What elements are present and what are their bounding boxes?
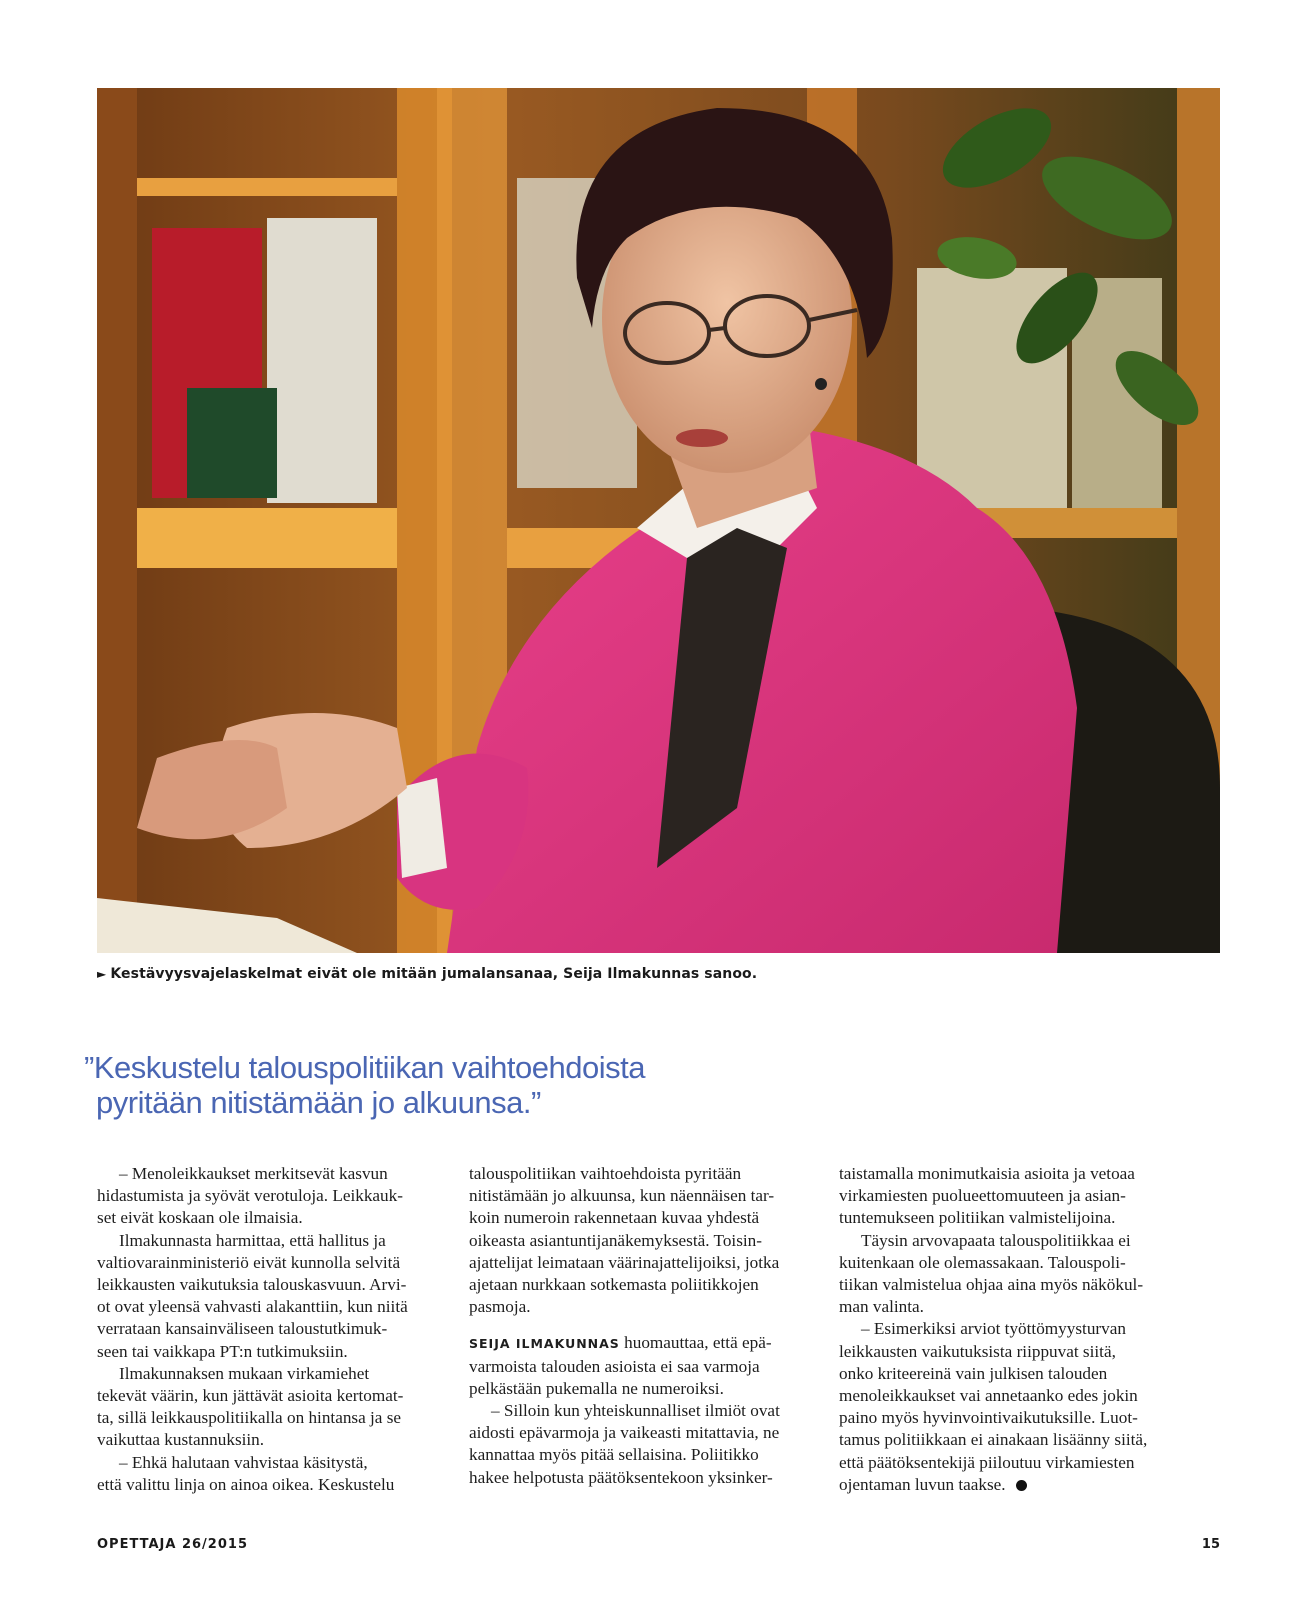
text-line: paino myös hyvinvointivaikutuksille. Luot-: [839, 1408, 1138, 1428]
text-line: tamus politiikkaan ei ainakaan lisäänny siitä,: [839, 1430, 1148, 1450]
pull-quote: [84, 1050, 884, 1120]
portrait-illustration: [97, 88, 1220, 953]
text-line: pelkästään pukemalla ne numeroiksi.: [469, 1378, 724, 1398]
text-line: Ilmakunnaksen mukaan virkamiehet: [119, 1363, 370, 1383]
last-text-line: [839, 1474, 1184, 1496]
byline-name: SEIJA ILMAKUNNAS: [469, 1336, 620, 1352]
caption-text: Kestävyysvajelaskelmat eivät ole mitään jumalansanaa, Seija Ilmakunnas sanoo.: [110, 966, 758, 982]
text-line: taistamalla monimutkaisia asioita ja vetoaa: [839, 1164, 1135, 1183]
text-line: tekevät väärin, kun jättävät asioita kertomat-: [97, 1386, 404, 1406]
text-line: Täysin arvovapaata talouspolitiikkaa ei: [861, 1230, 1131, 1250]
text-line: pasmoja.: [469, 1297, 531, 1317]
text-line: vaikuttaa kustannuksiin.: [97, 1430, 265, 1450]
text-line: seen tai vaikkapa PT:n tutkimuksiin.: [97, 1341, 348, 1361]
text-line: ajattelijat leimataan väärinajattelijoiksi, jotka: [469, 1252, 780, 1272]
magazine-issue: OPETTAJA 26/2015: [97, 1537, 248, 1552]
text-line: valtiovarainministeriö eivät kunnolla selvitä: [97, 1252, 401, 1272]
text-line: oikeasta asiantuntijanäkemyksestä. Toisin-: [469, 1230, 762, 1250]
text-line: ajetaan nurkkaan sotkemasta poliitikkojen: [469, 1275, 759, 1295]
text-line: leikkausten vaikutuksista riippuvat siitä,: [839, 1341, 1116, 1361]
page-number: 15: [1201, 1537, 1220, 1552]
photo-caption: [97, 966, 1220, 982]
column-2: [469, 1163, 814, 1489]
byline-text: huomauttaa, että epä-: [619, 1333, 772, 1353]
text-line: talouspolitiikan vaihtoehdoista pyritään: [469, 1164, 742, 1183]
text-line: tiikan valmistelua ohjaa aina myös näkökul-: [839, 1275, 1144, 1295]
article-photo: [97, 88, 1220, 953]
pull-quote-line-1: ”Keskustelu talouspolitiikan vaihtoehdoista: [84, 1050, 645, 1085]
text-line: varmoista talouden asioista ei saa varmoja: [469, 1356, 760, 1376]
text-line: – Silloin kun yhteiskunnalliset ilmiöt ovat: [491, 1401, 780, 1421]
article-body: [97, 1163, 1220, 1503]
text-line: set eivät koskaan ole ilmaisia.: [97, 1208, 303, 1228]
text-line: kuitenkaan ole olemassakaan. Talouspoli-: [839, 1252, 1126, 1272]
pull-quote-line-2: pyritään nitistämään jo alkuunsa.”: [96, 1085, 541, 1120]
text-line: aidosti epävarmoja ja vaikeasti mitattavia, ne: [469, 1423, 780, 1443]
text-line: että valittu linja on ainoa oikea. Keskustelu: [97, 1474, 395, 1494]
text-line: että päätöksentekijä piiloutuu virkamiesten: [839, 1452, 1135, 1472]
text-line: – Menoleikkaukset merkitsevät kasvun: [119, 1164, 388, 1183]
text-line: leikkausten vaikutuksia talouskasvuun. Arvi-: [97, 1275, 407, 1295]
caption-arrow-icon: ►: [97, 967, 107, 981]
text-line: koin numeroin rakennetaan kuvaa yhdestä: [469, 1208, 760, 1228]
text-line: hakee helpotusta päätöksentekoon yksinker-: [469, 1467, 773, 1487]
text-line: tuntemukseen politiikan valmistelijoina.: [839, 1208, 1116, 1228]
text-line: nitistämään jo alkuunsa, kun näennäisen tar-: [469, 1186, 775, 1206]
text-line: menoleikkaukset vai annetaanko edes jokin: [839, 1386, 1138, 1406]
text-line: virkamiesten puolueettomuuteen ja asian-: [839, 1186, 1126, 1206]
column-1: [97, 1163, 442, 1496]
text-line: man valinta.: [839, 1297, 924, 1317]
text-line: ta, sillä leikkauspolitiikalla on hintansa ja se: [97, 1408, 402, 1428]
end-mark-icon: [1016, 1480, 1027, 1491]
byline-line: [469, 1332, 814, 1355]
text-line: kannattaa myös pitää sellaisina. Poliitikko: [469, 1445, 759, 1465]
text-line: onko kriteereinä vain julkisen talouden: [839, 1363, 1108, 1383]
text-line: hidastumista ja syövät verotuloja. Leikkauk-: [97, 1186, 403, 1206]
text-line: – Esimerkiksi arviot työttömyysturvan: [861, 1319, 1126, 1339]
text-line: ojentaman luvun taakse.: [839, 1474, 1006, 1494]
text-line: Ilmakunnasta harmittaa, että hallitus ja: [119, 1230, 386, 1250]
text-line: ot ovat yleensä vahvasti alakanttiin, kun niitä: [97, 1297, 408, 1317]
text-line: – Ehkä halutaan vahvistaa käsitystä,: [119, 1452, 368, 1472]
column-3: [839, 1163, 1184, 1496]
paragraph-gap: [469, 1318, 814, 1332]
text-line: verrataan kansainväliseen taloustutkimuk-: [97, 1319, 388, 1339]
